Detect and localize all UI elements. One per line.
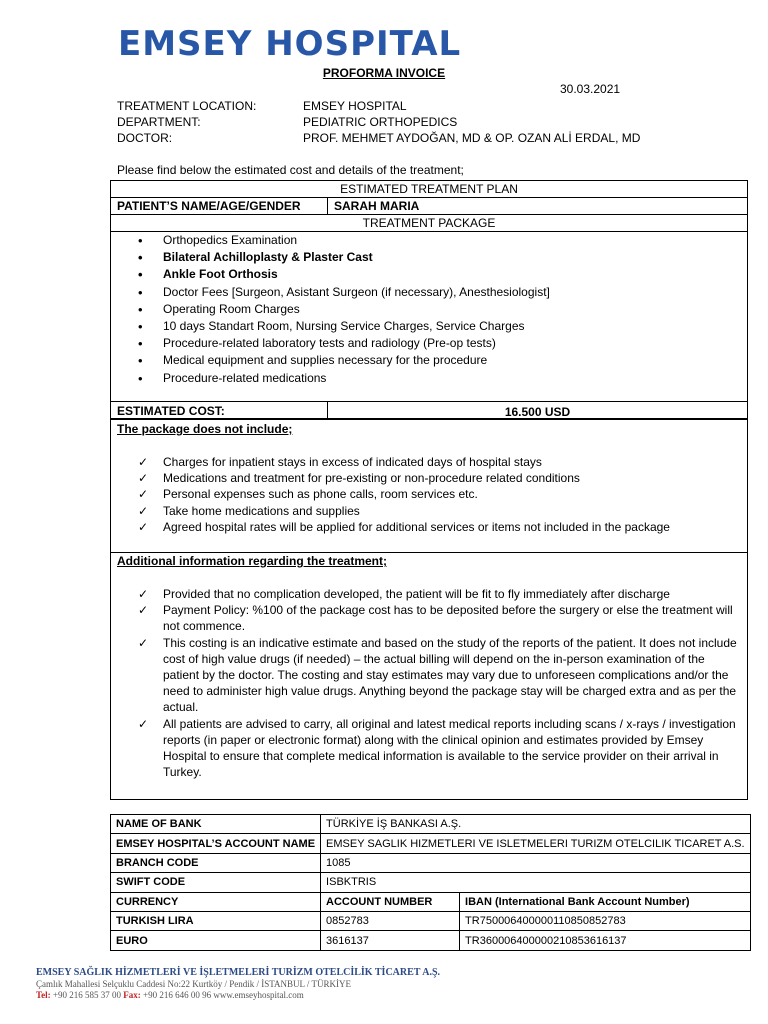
check-icon: ✓ bbox=[138, 487, 149, 502]
cost-row bbox=[110, 401, 748, 420]
currency-cell: TURKISH LIRA bbox=[111, 911, 321, 930]
list-item bbox=[111, 470, 747, 486]
item-text: Take home medications and supplies bbox=[163, 503, 360, 518]
patient-value: SARAH MARIA bbox=[334, 199, 420, 213]
bank-name-value: TÜRKİYE İŞ BANKASI A.Ş. bbox=[321, 815, 751, 834]
list-item: • 10 days Standart Room, Nursing Service Charges, Service Charges bbox=[111, 318, 747, 335]
exclusions-list bbox=[111, 454, 747, 535]
list-item: • Ankle Foot Orthosis bbox=[111, 266, 747, 283]
footer-company: EMSEY SAĞLIK HİZMETLERİ VE İŞLETMELERİ TURİZM OTELCİLİK TİCARET A.Ş. bbox=[36, 967, 441, 978]
info-value: EMSEY HOSPITAL bbox=[303, 99, 407, 113]
cost-label: ESTIMATED COST: bbox=[117, 404, 225, 418]
info-value: PEDIATRIC ORTHOPEDICS bbox=[303, 115, 458, 129]
item-text: Agreed hospital rates will be applied for additional services or items not included in the package bbox=[163, 519, 670, 534]
list-item bbox=[111, 486, 747, 502]
info-label: DOCTOR: bbox=[117, 131, 173, 145]
check-icon: ✓ bbox=[138, 503, 149, 518]
item-text: Charges for inpatient stays in excess of indicated days of hospital stays bbox=[163, 455, 542, 469]
iban-cell: TR750006400000110850852783 bbox=[460, 911, 751, 930]
account-name-value: EMSEY SAGLIK HIZMETLERI VE ISLETMELERI TURIZM OTELCILIK TICARET A.S. bbox=[321, 834, 751, 853]
list-item bbox=[111, 586, 747, 602]
currency-cell: EURO bbox=[111, 931, 321, 950]
info-value: PROF. MEHMET AYDOĞAN, MD & OP. OZAN ALİ ERDAL, MD bbox=[303, 131, 641, 145]
item-text: Provided that no complication developed, the patient will be fit to fly immediately after discharge bbox=[163, 587, 670, 601]
exclusions-section bbox=[110, 419, 748, 553]
info-label: DEPARTMENT: bbox=[117, 115, 201, 129]
additional-info-section bbox=[110, 552, 748, 800]
item-text: All patients are advised to carry, all original and latest medical reports including scans / x-rays / investigation reports (in paper or electronic format) along with the clinical opinion and estimates provided by Emsey Hospital to ensure that complete medical information is available to the service provider on their arrival in Turkey. bbox=[163, 716, 736, 780]
tel-value: +90 216 585 37 00 bbox=[52, 990, 121, 1000]
check-icon: ✓ bbox=[138, 455, 149, 469]
patient-label: PATIENT’S NAME/AGE/GENDER bbox=[117, 199, 301, 213]
hospital-logo: EMSEY HOSPITAL bbox=[118, 24, 462, 64]
package-title: TREATMENT PACKAGE bbox=[362, 216, 496, 230]
table-row bbox=[111, 931, 751, 950]
website-link[interactable]: www.emseyhospital.com bbox=[213, 990, 304, 1000]
list-item bbox=[111, 503, 747, 519]
table-row bbox=[111, 853, 751, 872]
plan-title: ESTIMATED TREATMENT PLAN bbox=[340, 182, 518, 196]
document-title: PROFORMA INVOICE bbox=[322, 66, 446, 80]
list-item bbox=[111, 602, 747, 634]
info-doctor bbox=[117, 130, 640, 146]
additional-heading: Additional information regarding the treatment; bbox=[117, 554, 388, 568]
table-row bbox=[111, 873, 751, 892]
list-item bbox=[111, 519, 747, 535]
info-label: TREATMENT LOCATION: bbox=[117, 99, 257, 113]
list-item: • Procedure-related medications bbox=[111, 370, 747, 387]
check-icon: ✓ bbox=[138, 587, 149, 601]
table-row bbox=[111, 815, 751, 834]
intro-text: Please find below the estimated cost and details of the treatment; bbox=[117, 163, 464, 177]
exclusions-heading: The package does not include; bbox=[117, 422, 293, 436]
check-icon: ✓ bbox=[138, 519, 149, 534]
info-department bbox=[117, 114, 457, 130]
list-item bbox=[111, 454, 747, 470]
package-list bbox=[111, 232, 747, 387]
bank-details-table bbox=[110, 814, 751, 951]
check-icon: ✓ bbox=[138, 716, 149, 731]
table-row bbox=[111, 892, 751, 911]
account-number-cell: 0852783 bbox=[321, 911, 460, 930]
table-row bbox=[111, 834, 751, 853]
check-icon: ✓ bbox=[138, 603, 149, 618]
account-number-cell: 3616137 bbox=[321, 931, 460, 950]
list-item: • Bilateral Achilloplasty & Plaster Cast bbox=[111, 249, 747, 266]
fax-label: Fax: bbox=[123, 990, 141, 1000]
item-text: Medications and treatment for pre-existing or non-procedure related conditions bbox=[163, 471, 580, 486]
account-number-header: ACCOUNT NUMBER bbox=[321, 892, 460, 911]
document-date: 30.03.2021 bbox=[560, 82, 621, 96]
info-treatment-location bbox=[117, 98, 407, 114]
bank-name-label: NAME OF BANK bbox=[111, 815, 321, 834]
account-name-label: EMSEY HOSPITAL’S ACCOUNT NAME bbox=[111, 834, 321, 853]
footer bbox=[36, 966, 440, 1001]
fax-value: +90 216 646 00 96 bbox=[143, 990, 212, 1000]
list-item: • Orthopedics Examination bbox=[111, 232, 747, 249]
cost-value: 16.500 USD bbox=[504, 405, 571, 419]
branch-code-label: BRANCH CODE bbox=[111, 853, 321, 872]
footer-address: Çamlık Mahallesi Selçuklu Caddesi No:22 Kurtköy / Pendik / İSTANBUL / TÜRKİYE bbox=[36, 979, 352, 989]
table-row bbox=[111, 911, 751, 930]
swift-code-value: ISBKTRIS bbox=[321, 873, 751, 892]
additional-list bbox=[111, 586, 747, 780]
iban-cell: TR360006400000210853616137 bbox=[460, 931, 751, 950]
list-item: • Medical equipment and supplies necessary for the procedure bbox=[111, 352, 747, 369]
check-icon: ✓ bbox=[138, 471, 149, 486]
treatment-plan-table bbox=[110, 180, 748, 419]
item-text: Payment Policy: %100 of the package cost has to be deposited before the surgery or else the treatment will not commence. bbox=[163, 603, 733, 634]
list-item: • Operating Room Charges bbox=[111, 301, 747, 318]
swift-code-label: SWIFT CODE bbox=[111, 873, 321, 892]
list-item bbox=[111, 716, 747, 781]
list-item: • Doctor Fees [Surgeon, Asistant Surgeon (if necessary), Anesthesiologist] bbox=[111, 284, 747, 301]
item-text: This costing is an indicative estimate and based on the study of the reports of the patient. It does not include cost of high value drugs (if needed) – the actual billing will depend on the in-person examination of the patient by the doctor. The costing and stay estimates may vary due to unforeseen complications and/or the need to administer high value drugs. Anything beyond the package stay will be charged extra and as per the actual. bbox=[163, 635, 737, 715]
tel-label: Tel: bbox=[36, 990, 51, 1000]
list-item: • Procedure-related laboratory tests and radiology (Pre-op tests) bbox=[111, 335, 747, 352]
branch-code-value: 1085 bbox=[321, 853, 751, 872]
currency-header: CURRENCY bbox=[111, 892, 321, 911]
list-item bbox=[111, 635, 747, 716]
item-text: Personal expenses such as phone calls, room services etc. bbox=[163, 487, 478, 502]
footer-contact bbox=[36, 990, 440, 1001]
iban-header: IBAN (International Bank Account Number) bbox=[460, 892, 751, 911]
check-icon: ✓ bbox=[138, 635, 149, 650]
